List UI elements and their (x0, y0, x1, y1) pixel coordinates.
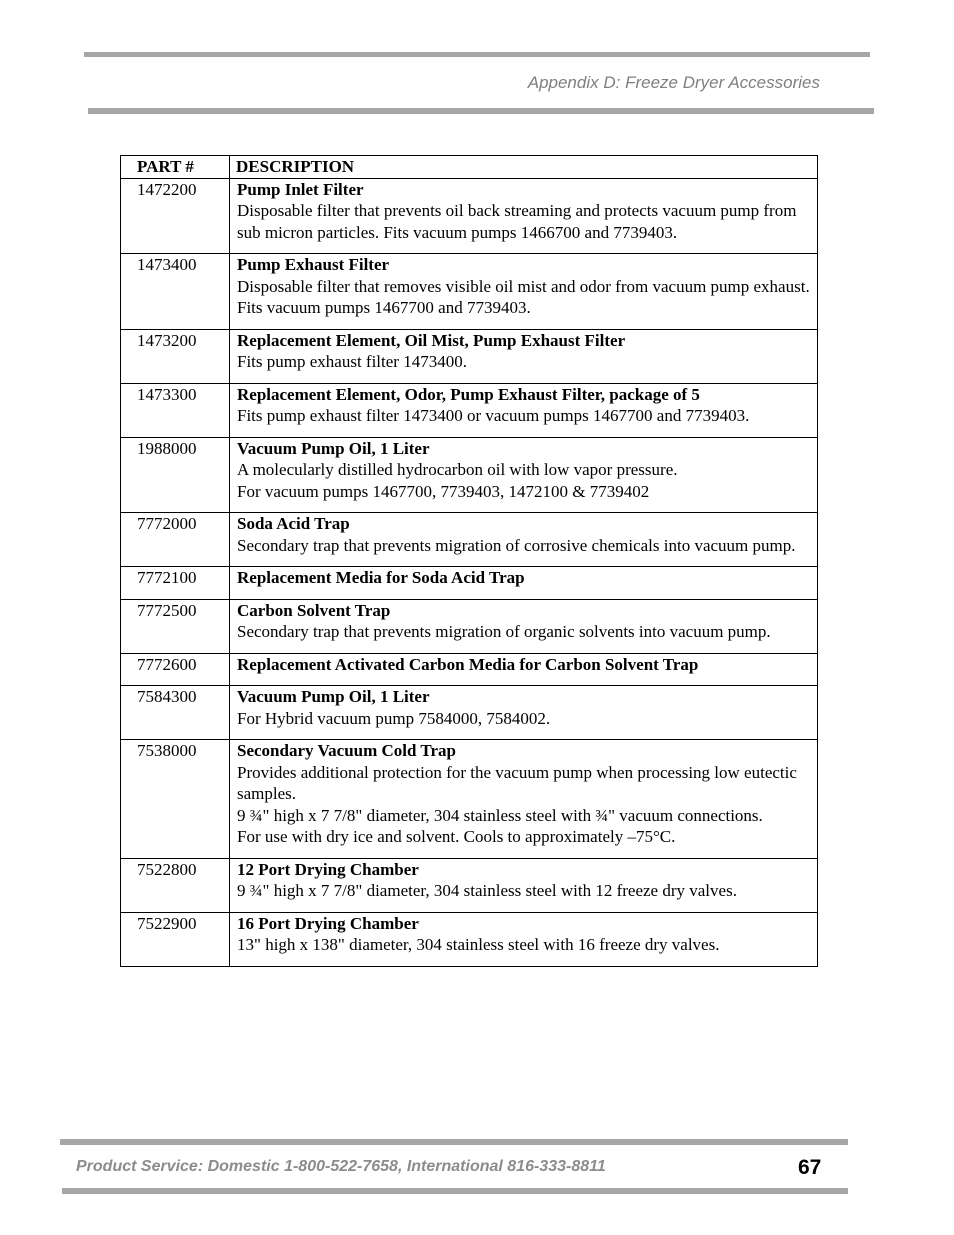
item-description-line: Provides additional protection for the vacuum pump when processing low eutectic samples. (237, 762, 797, 803)
part-description (230, 254, 818, 330)
table-row (121, 912, 818, 966)
table-row (121, 329, 818, 383)
table-row (121, 513, 818, 567)
part-number: 1472200 (121, 178, 230, 254)
item-title: Pump Inlet Filter (237, 179, 364, 199)
table-row (121, 567, 818, 600)
item-description-line: 9 ¾" high x 7 7/8" diameter, 304 stainless steel with 12 freeze dry valves. (237, 881, 737, 900)
table-row (121, 178, 818, 254)
table-row (121, 858, 818, 912)
item-title: 16 Port Drying Chamber (237, 913, 419, 933)
product-service-text: Product Service: Domestic 1-800-522-7658, International 816-333-8811 (76, 1158, 606, 1175)
item-description-line: Disposable filter that prevents oil back streaming and protects vacuum pump from sub micron particles. Fits vacuum pumps 1466700 and 7739403. (237, 201, 797, 242)
part-description (230, 653, 818, 686)
item-title: Replacement Element, Odor, Pump Exhaust Filter, package of 5 (237, 384, 700, 404)
item-title: Replacement Activated Carbon Media for Carbon Solvent Trap (237, 654, 699, 674)
item-description-line: Fits pump exhaust filter 1473400. (237, 352, 467, 371)
item-title: Replacement Media for Soda Acid Trap (237, 568, 525, 587)
part-number: 7772000 (121, 513, 230, 567)
item-description-line: For Hybrid vacuum pump 7584000, 7584002. (237, 708, 551, 728)
part-description (230, 329, 818, 383)
parts-table (120, 155, 818, 967)
page-number: 67 (798, 1156, 822, 1179)
part-number: 1473400 (121, 254, 230, 330)
item-title: Pump Exhaust Filter (237, 255, 390, 274)
table-row (121, 599, 818, 653)
part-description (230, 740, 818, 859)
part-number: 7772600 (121, 653, 230, 686)
table-row (121, 653, 818, 686)
part-number: 7772100 (121, 567, 230, 600)
parts-table-body (121, 178, 818, 966)
footer-rule-top (60, 1139, 848, 1145)
part-number: 1473300 (121, 383, 230, 437)
part-number-header: PART # (121, 156, 230, 179)
item-title: Vacuum Pump Oil, 1 Liter (237, 687, 430, 706)
part-description (230, 178, 818, 254)
part-description (230, 513, 818, 567)
part-description (230, 567, 818, 600)
part-description (230, 383, 818, 437)
header-title: Appendix D: Freeze Dryer Accessories (527, 73, 820, 92)
item-description-line: A molecularly distilled hydrocarbon oil with low vapor pressure. (237, 460, 678, 479)
header-rule-bottom (88, 108, 874, 114)
item-description-line: For vacuum pumps 1467700, 7739403, 1472100 & 7739402 (237, 481, 650, 501)
item-description-line: 13" high x 138" diameter, 304 stainless steel with 16 freeze dry valves. (237, 935, 720, 954)
part-number: 1473200 (121, 329, 230, 383)
part-number: 1988000 (121, 437, 230, 513)
part-number: 7538000 (121, 740, 230, 859)
item-title: Vacuum Pump Oil, 1 Liter (237, 438, 430, 458)
part-number: 7522900 (121, 912, 230, 966)
part-number: 7772500 (121, 599, 230, 653)
table-row (121, 437, 818, 513)
part-number: 7522800 (121, 858, 230, 912)
part-description (230, 858, 818, 912)
table-row (121, 686, 818, 740)
item-description-line: Secondary trap that prevents migration of organic solvents into vacuum pump. (237, 622, 771, 641)
table-row (121, 740, 818, 859)
item-description-line: Fits pump exhaust filter 1473400 or vacuum pumps 1467700 and 7739403. (237, 406, 750, 425)
footer-rule-bottom (62, 1188, 848, 1194)
part-description (230, 686, 818, 740)
item-description-line: 9 ¾" high x 7 7/8" diameter, 304 stainless steel with ¾" vacuum connections. (237, 805, 763, 825)
item-title: Replacement Element, Oil Mist, Pump Exhaust Filter (237, 330, 626, 350)
item-title: Secondary Vacuum Cold Trap (237, 741, 456, 760)
item-title: 12 Port Drying Chamber (237, 859, 419, 879)
part-description (230, 599, 818, 653)
table-header-row (121, 156, 818, 179)
table-row (121, 383, 818, 437)
part-description (230, 912, 818, 966)
description-header: DESCRIPTION (230, 156, 818, 179)
part-number: 7584300 (121, 686, 230, 740)
item-title: Soda Acid Trap (237, 514, 350, 533)
item-description-line: For use with dry ice and solvent. Cools to approximately –75°C. (237, 827, 676, 846)
item-description-line: Disposable filter that removes visible oil mist and odor from vacuum pump exhaust. Fits vacuum pumps 1467700 and 7739403. (237, 276, 810, 317)
table-row (121, 254, 818, 330)
header-rule-top (84, 52, 870, 57)
part-description (230, 437, 818, 513)
item-title: Carbon Solvent Trap (237, 600, 391, 620)
item-description-line: Secondary trap that prevents migration of corrosive chemicals into vacuum pump. (237, 535, 796, 555)
